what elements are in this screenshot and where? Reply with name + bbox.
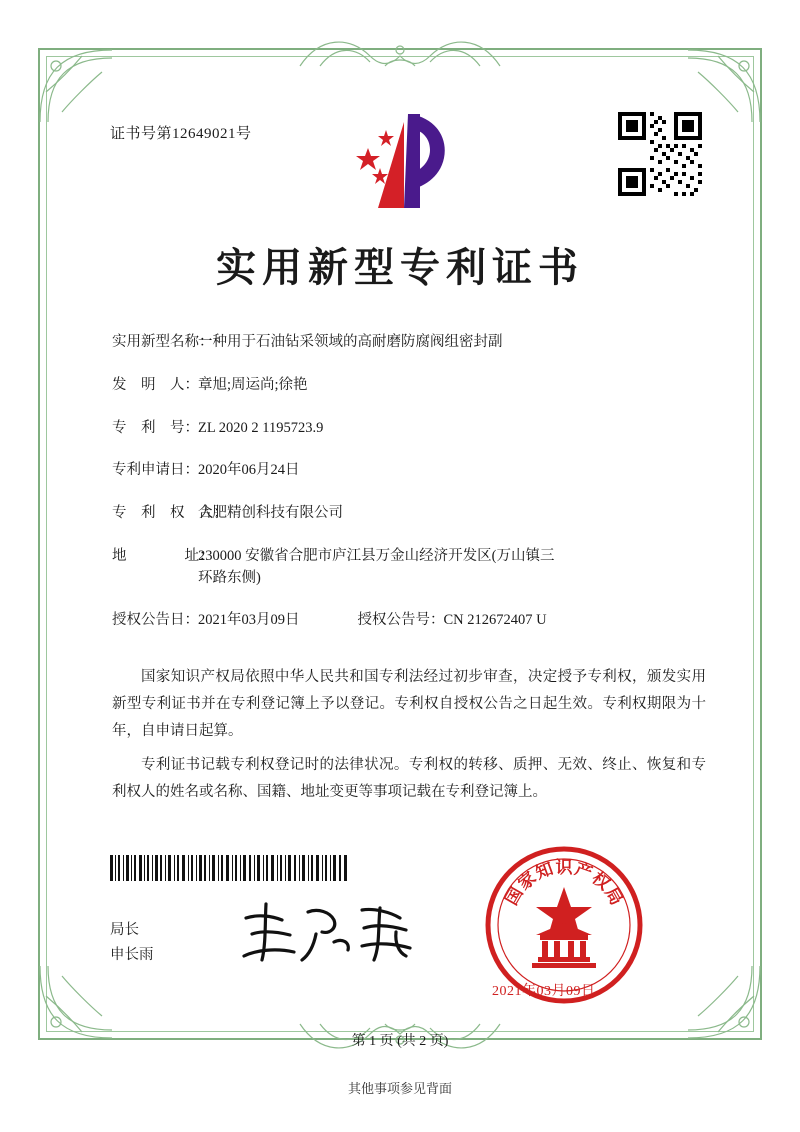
grant-number-group [358, 610, 547, 632]
field-list [112, 332, 712, 653]
field-row-inventors [112, 375, 712, 397]
field-label-inventors: 发 明 人： [112, 376, 199, 393]
director-label: 局长 [110, 922, 139, 938]
field-value-patent-number: ZL 2020 2 1195723.9 [198, 419, 324, 436]
page-number: 第 1 页 (共 2 页) [351, 1034, 449, 1049]
field-value-application-date: 2020年06月24日 [198, 462, 300, 479]
back-side-note: 其他事项参见背面 [347, 1081, 452, 1096]
svg-text:识: 识 [555, 858, 573, 878]
field-value-address [198, 546, 712, 590]
svg-text:知: 知 [533, 859, 556, 884]
barcode [110, 855, 350, 881]
field-row-invention-name [112, 332, 712, 354]
field-row-address [112, 546, 712, 590]
page-title: 实用新型专利证书 [216, 244, 584, 291]
field-label-grant-date: 授权公告日： [112, 612, 199, 629]
seal-date: 2021年03月09日 [492, 984, 596, 999]
svg-text:局: 局 [600, 884, 627, 909]
field-value-address-line2: 环路东侧) [198, 569, 261, 586]
svg-text:家: 家 [514, 868, 541, 895]
field-value-inventors: 章旭;周运尚;徐艳 [198, 376, 308, 393]
svg-text:产: 产 [572, 859, 595, 884]
svg-text:国: 国 [501, 884, 528, 909]
field-label-patentee: 专 利 权 人： [112, 505, 228, 521]
field-value-grant-date: 2021年03月09日 [198, 612, 300, 629]
field-value-grant-number: CN 212672407 U [443, 612, 547, 629]
handwritten-signature [238, 898, 428, 968]
legal-text [112, 664, 706, 814]
field-row-grant [112, 610, 712, 632]
svg-text:权: 权 [587, 868, 614, 895]
director-block [110, 918, 154, 969]
field-label-grant-number: 授权公告号： [357, 612, 445, 629]
field-label-patent-number: 专 利 号： [112, 419, 199, 436]
field-row-application-date [112, 460, 712, 482]
field-row-patentee [112, 503, 712, 525]
legal-paragraph-2: 专利证书记载专利权登记时的法律状况。专利权的转移、质押、无效、终止、恢复和专利权人的姓名或名称、国籍、地址变更等事项记载在专利登记簿上。 [112, 757, 706, 801]
cnipa-logo-icon [352, 108, 456, 216]
director-name: 申长雨 [110, 947, 154, 964]
legal-paragraph-1: 国家知识产权局依照中华人民共和国专利法经过初步审查，决定授予专利权，颁发实用新型专利证书并在专利登记簿上予以登记。专利权自授权公告之日起生效。专利权期限为十年，自申请日起算。 [112, 669, 706, 739]
certificate-number: 证书号第12649021号 [110, 126, 252, 142]
field-value-address-line1: 230000 安徽省合肥市庐江县万金山经济开发区(万山镇三 [198, 547, 555, 564]
field-value-invention-name: 一种用于石油钻采领域的高耐磨防腐阀组密封副 [198, 334, 503, 350]
field-label-invention-name: 实用新型名称： [112, 334, 214, 350]
field-label-address: 地 址： [112, 547, 214, 564]
field-label-application-date: 专利申请日： [112, 462, 199, 479]
field-row-patent-number [112, 418, 712, 440]
qr-code [618, 112, 702, 196]
field-value-patentee: 合肥精创科技有限公司 [198, 505, 343, 521]
